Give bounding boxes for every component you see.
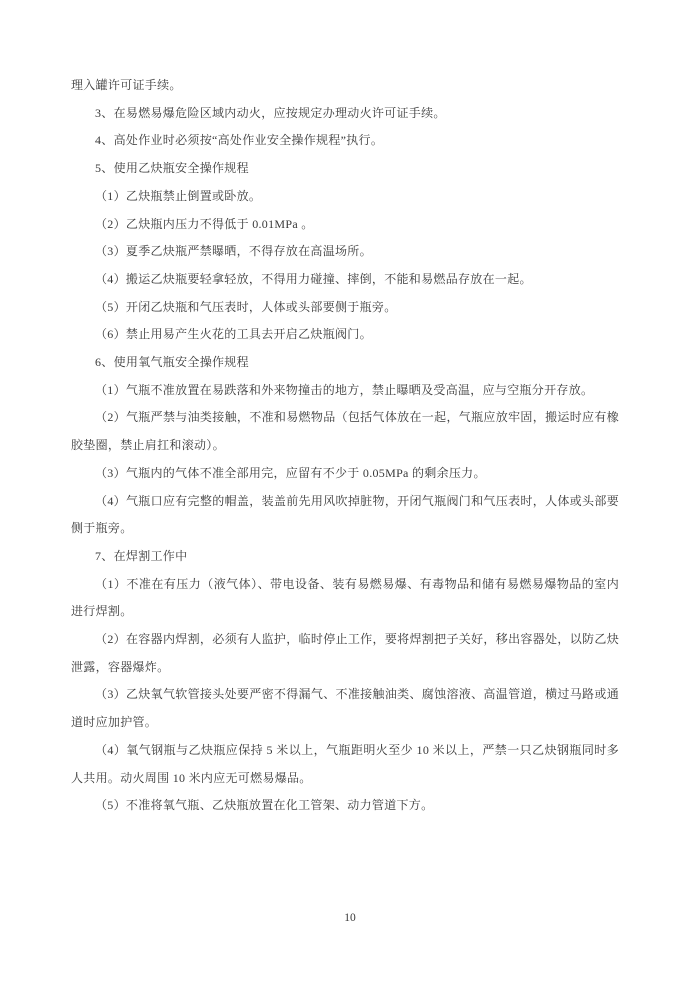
- page-number: 10: [344, 912, 356, 924]
- paragraph: （3）夏季乙炔瓶严禁曝晒，不得存放在高温场所。: [95, 244, 372, 259]
- paragraph: 4、高处作业时必须按“高处作业安全操作规程”执行。: [95, 133, 384, 148]
- paragraph: （2）乙炔瓶内压力不得低于 0.01MPa 。: [95, 216, 314, 231]
- paragraph: 5、使用乙炔瓶安全操作规程: [95, 161, 249, 176]
- paragraph: （2）气瓶严禁与油类接触，不准和易燃物品（包括气体放在一起，气瓶应放牢固，搬运时应有橡胶垫圈，禁止肩扛和滚动）。: [71, 410, 619, 453]
- paragraph: （5）不准将氧气瓶、乙炔瓶放置在化工管架、动力管道下方。: [95, 798, 434, 813]
- paragraph: 7、在焊割工作中: [95, 548, 188, 563]
- paragraph: （1）不准在有压力（液气体）、带电设备、装有易燃易爆、有毒物品和储有易燃易爆物品的室内进行焊割。: [71, 576, 619, 619]
- paragraph: 理入罐许可证手续。: [71, 78, 182, 92]
- paragraph: （2）在容器内焊割，必须有人监护，临时停止工作，要将焊割把子关好，移出容器处，以防乙炔泄露，容器爆炸。: [71, 632, 619, 674]
- paragraph: （4）氧气钢瓶与乙炔瓶应保持 5 米以上，气瓶距明火至少 10 米以上，严禁一只乙炔钢瓶同时多人共用。动火周围 10 米内应无可燃易爆品。: [71, 742, 619, 785]
- paragraph: （4）气瓶口应有完整的帽盖，装盖前先用风吹掉脏物，开闭气瓶阀门和气压表时，人体或头部要侧于瓶旁。: [71, 493, 619, 536]
- paragraph: 3、在易燃易爆危险区域内动火，应按规定办理动火许可证手续。: [95, 105, 446, 120]
- paragraph: （4）搬运乙炔瓶要轻拿轻放，不得用力碰撞、摔倒，不能和易燃品存放在一起。: [95, 271, 532, 286]
- document-body: [71, 72, 619, 820]
- paragraph: （6）禁止用易产生火花的工具去开启乙炔瓶阀门。: [95, 327, 372, 342]
- paragraph: 6、使用氧气瓶安全操作规程: [95, 355, 249, 370]
- paragraph: （1）气瓶不准放置在易跌落和外来物撞击的地方，禁止曝晒及受高温，应与空瓶分开存放。: [95, 382, 594, 397]
- paragraph: （1）乙炔瓶禁止倒置或卧放。: [95, 188, 262, 203]
- paragraph: （5）开闭乙炔瓶和气压表时，人体或头部要侧于瓶旁。: [95, 299, 397, 314]
- paragraph: （3）气瓶内的气体不准全部用完，应留有不少于 0.05MPa 的剩余压力。: [95, 465, 486, 480]
- paragraph: （3）乙炔氧气软管接头处要严密不得漏气、不准接触油类、腐蚀溶液、高温管道，横过马路或通道时应加护管。: [71, 687, 619, 730]
